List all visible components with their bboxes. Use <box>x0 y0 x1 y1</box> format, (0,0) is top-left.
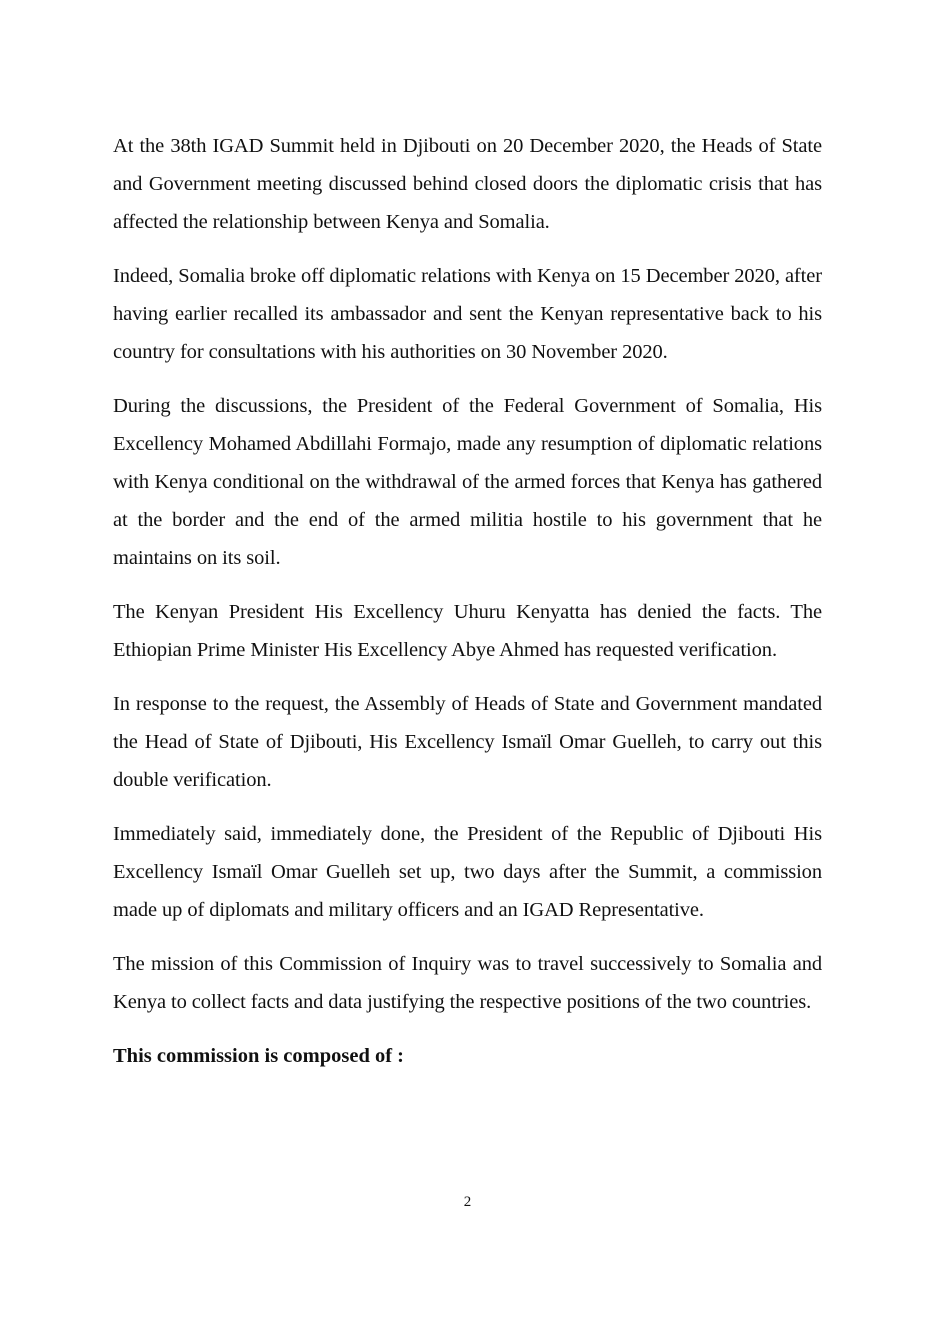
commission-composition-heading: This commission is composed of : <box>113 1045 405 1067</box>
document-body <box>113 127 822 1075</box>
paragraph-kenya-denial: The Kenyan President His Excellency Uhuru Kenyatta has denied the facts. The Ethiopian Prime Minister His Excellency Abye Ahmed has requested verification. <box>113 601 822 661</box>
paragraph-diplomatic-break: Indeed, Somalia broke off diplomatic relations with Kenya on 15 December 2020, after having earlier recalled its ambassador and sent the Kenyan representative back to his country for consultations with his authorities on 30 November 2020. <box>113 265 822 363</box>
page-number: 2 <box>463 1194 472 1210</box>
paragraph-igad-summit: At the 38th IGAD Summit held in Djibouti on 20 December 2020, the Heads of State and Government meeting discussed behind closed doors the diplomatic crisis that has affected the relationship between Kenya and Somalia. <box>113 135 822 233</box>
paragraph-commission-mission: The mission of this Commission of Inquiry was to travel successively to Somalia and Kenya to collect facts and data justifying the respective positions of the two countries. <box>113 953 822 1013</box>
paragraph-somalia-conditions: During the discussions, the President of the Federal Government of Somalia, His Excellency Mohamed Abdillahi Formajo, made any resumption of diplomatic relations with Kenya conditional on the withdrawal of the armed forces that Kenya has gathered at the border and the end of the armed militia hostile to his government that he maintains on its soil. <box>113 395 822 569</box>
paragraph-commission-setup: Immediately said, immediately done, the President of the Republic of Djibouti His Excellency Ismaïl Omar Guelleh set up, two days after the Summit, a commission made up of diplomats and military officers and an IGAD Representative. <box>113 823 822 921</box>
paragraph-djibouti-mandate: In response to the request, the Assembly of Heads of State and Government mandated the Head of State of Djibouti, His Excellency Ismaïl Omar Guelleh, to carry out this double verification. <box>113 693 822 791</box>
